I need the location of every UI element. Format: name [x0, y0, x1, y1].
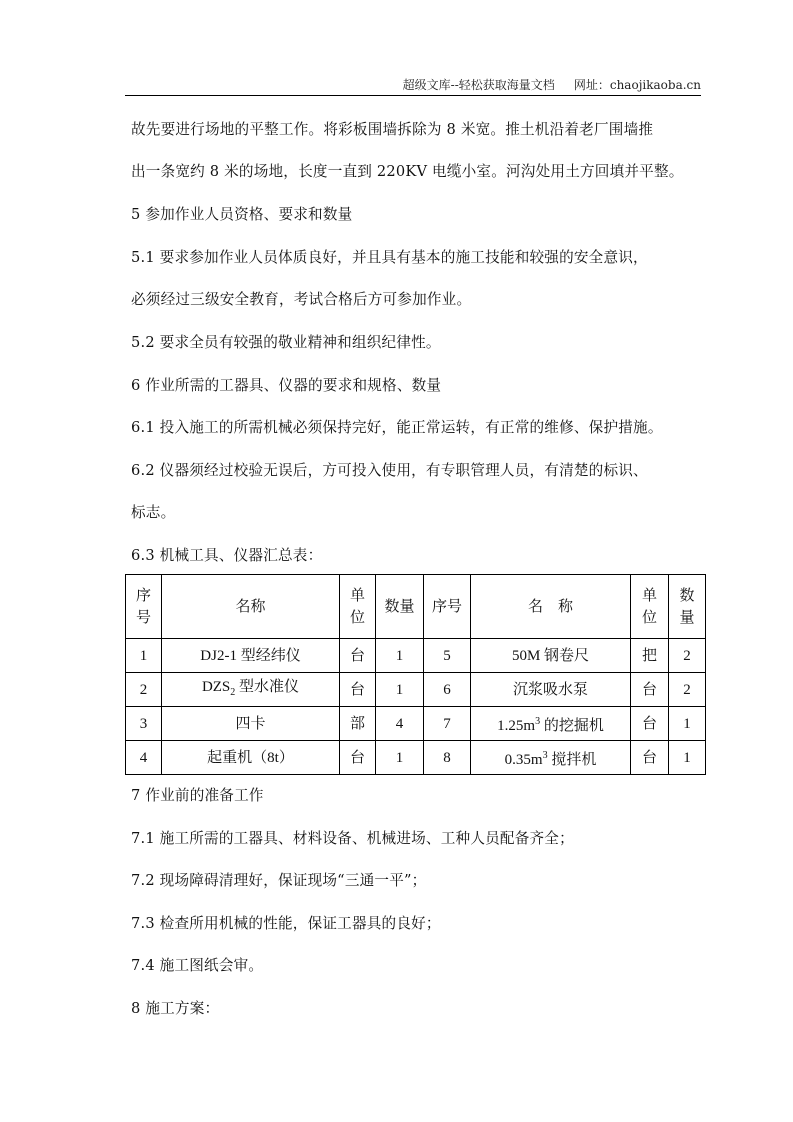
paragraph-7-1: 7.1 施工所需的工器具、材料设备、机械进场、工种人员配备齐全；: [131, 830, 574, 847]
cell-name: 四卡: [162, 707, 340, 741]
header-site-name: 超级文库--轻松获取海量文档: [402, 78, 555, 92]
cell-name: $DZS_2$ 型水准仪: [162, 673, 340, 707]
cell-name: 沉浆吸水泵: [471, 673, 631, 707]
table-row: [126, 741, 706, 775]
cell-qty: 2: [669, 673, 706, 707]
table-row: [126, 639, 706, 673]
cell-qty: 1: [376, 741, 424, 775]
header-name-right: 名 称: [471, 575, 631, 639]
table-row: [126, 673, 706, 707]
cell-unit: 台: [340, 639, 376, 673]
paragraph-5-2: 5.2 要求全员有较强的敬业精神和组织纪律性。: [131, 334, 441, 351]
paragraph-7-2: 7.2 现场障碍清理好，保证现场“三通一平”；: [131, 872, 427, 889]
cell-qty: 1: [669, 707, 706, 741]
cell-no: 2: [126, 673, 162, 707]
header-no-right: 序号: [424, 575, 471, 639]
cell-unit: 把: [631, 639, 669, 673]
cell-unit: 台: [340, 741, 376, 775]
paragraph-6-2-line1: 6.2 仪器须经过校验无误后，方可投入使用，有专职管理人员，有清楚的标识、: [131, 462, 648, 479]
cell-name: 起重机（8t）: [162, 741, 340, 775]
paragraph-6-3-table-caption: 6.3 机械工具、仪器汇总表：: [131, 547, 323, 564]
cell-no: 1: [126, 639, 162, 673]
cell-unit: 台: [340, 673, 376, 707]
paragraph-7-4: 7.4 施工图纸会审。: [131, 957, 264, 974]
paragraph-5-1-line2: 必须经过三级安全教育，考试合格后方可参加作业。: [131, 291, 472, 308]
section-heading-5: 5 参加作业人员资格、要求和数量: [131, 206, 353, 223]
header-rule: [125, 95, 701, 96]
cell-qty: 1: [376, 673, 424, 707]
cell-qty: 4: [376, 707, 424, 741]
cell-name: 50M 钢卷尺: [471, 639, 631, 673]
paragraph-6-2-line2: 标志。: [131, 504, 176, 521]
cell-name: DJ2-1 型经纬仪: [162, 639, 340, 673]
section-heading-7: 7 作业前的准备工作: [131, 787, 264, 804]
page-header: [125, 76, 701, 94]
section-heading-6: 6 作业所需的工器具、仪器的要求和规格、数量: [131, 377, 442, 394]
header-name-left: 名称: [162, 575, 340, 639]
cell-no: 5: [424, 639, 471, 673]
header-qty-left: 数量: [376, 575, 424, 639]
cell-no: 8: [424, 741, 471, 775]
paragraph-site-leveling-1: 故先要进行场地的平整工作。将彩板围墙拆除为 8 米宽。推土机沿着老厂围墙推: [131, 121, 654, 138]
cell-qty: 1: [669, 741, 706, 775]
table-row: [126, 707, 706, 741]
cell-qty: 1: [376, 639, 424, 673]
cell-name: $0.35m^3$ 搅拌机: [471, 741, 631, 775]
cell-name: $1.25m^3$ 的挖掘机: [471, 707, 631, 741]
cell-no: 4: [126, 741, 162, 775]
table-header-row: [126, 575, 706, 639]
section-heading-8: 8 施工方案：: [131, 1000, 220, 1017]
header-url: 网址：chaojikaoba.cn: [573, 78, 701, 92]
cell-unit: 台: [631, 741, 669, 775]
cell-unit: 部: [340, 707, 376, 741]
paragraph-5-1-line1: 5.1 要求参加作业人员体质良好，并且具有基本的施工技能和较强的安全意识，: [131, 249, 648, 266]
header-qty-right: 数 量: [669, 575, 706, 639]
cell-qty: 2: [669, 639, 706, 673]
cell-no: 6: [424, 673, 471, 707]
cell-no: 7: [424, 707, 471, 741]
paragraph-6-1: 6.1 投入施工的所需机械必须保持完好，能正常运转，有正常的维修、保护措施。: [131, 419, 663, 436]
header-unit-left: 单 位: [340, 575, 376, 639]
header-no-left: 序 号: [126, 575, 162, 639]
paragraph-site-leveling-2: 出一条宽约 8 米的场地，长度一直到 220KV 电缆小室。河沟处用土方回填并平整。: [131, 163, 684, 180]
paragraph-7-3: 7.3 检查所用机械的性能，保证工器具的良好；: [131, 915, 441, 932]
header-unit-right: 单 位: [631, 575, 669, 639]
equipment-table: [125, 574, 706, 775]
cell-no: 3: [126, 707, 162, 741]
cell-unit: 台: [631, 707, 669, 741]
cell-unit: 台: [631, 673, 669, 707]
